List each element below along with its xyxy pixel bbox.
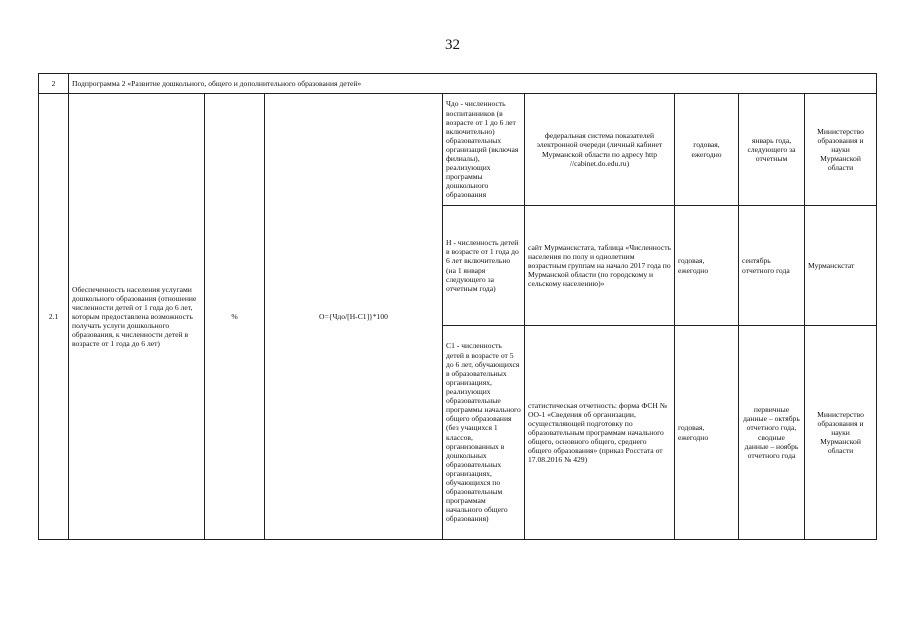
data-source: федеральная система показателей электронной очереди (личный кабинет Мурманской области по адресу http //cabinet.do.edu.ru) (525, 94, 675, 206)
variable-definition: Чдо - численность воспитанников (в возрасте от 1 до 6 лет включительно) образовательных организаций (включая филиалы), реализующих программы дошкольного образования (443, 94, 525, 206)
frequency: годовая, ежегодно (675, 326, 739, 540)
page-number: 32 (445, 37, 460, 53)
responsible-body: Министерство образования и науки Мурманской области (805, 326, 877, 540)
frequency: годовая, ежегодно (675, 206, 739, 326)
frequency: годовая, ежегодно (675, 94, 739, 206)
reporting-period: январь года, следующего за отчетным (739, 94, 805, 206)
reporting-period: первичные данные – октябрь отчетного года, сводные данные – ноябрь отчетного года (739, 326, 805, 540)
subprogram-title: Подпрограмма 2 «Развитие дошкольного, общего и дополнительного образования детей» (69, 74, 877, 94)
reporting-period: сентябрь отчетного года (739, 206, 805, 326)
variable-definition: Н - численность детей в возрасте от 1 года до 6 лет включительно (на 1 января следующего за отчетным года) (443, 206, 525, 326)
indicator-formula: О={Чдо/[Н-С1]}*100 (265, 94, 443, 540)
table-row (39, 94, 877, 206)
indicator-unit: % (205, 94, 265, 540)
variable-definition: С1 - численность детей в возрасте от 5 до 6 лет, обучающихся в образовательных организациях, реализующих образовательные программы начального общего образования (без учащихся 1 классов, организованных в дошкольных образовательных организациях, обучающихся по образовательным программам начального общего образования) (443, 326, 525, 540)
indicator-table (38, 73, 877, 540)
data-source: сайт Мурманскстата, таблица «Численность населения по полу и однолетним возрастным группам на начало 2017 года по Мурманской области (по городскому и сельскому населению)» (525, 206, 675, 326)
indicator-number: 2.1 (39, 94, 69, 540)
responsible-body: Министерство образования и науки Мурманской области (805, 94, 877, 206)
data-source: статистическая отчетность: форма ФСН № ОО-1 «Сведения об организации, осуществляющей подготовку по образовательным программам начального общего, основного общего, среднего общего образования» (приказ Росстата от 17.08.2016 № 429) (525, 326, 675, 540)
responsible-body: Мурманскстат (805, 206, 877, 326)
indicator-title: Обеспеченность населения услугами дошкольного образования (отношение численности детей от 1 года до 6 лет, которым предоставлена возможность получать услуги дошкольного образования, к численности детей в возрасте от 1 года до 6 лет) (69, 94, 205, 540)
subprogram-row (39, 74, 877, 94)
subprogram-number: 2 (39, 74, 69, 94)
